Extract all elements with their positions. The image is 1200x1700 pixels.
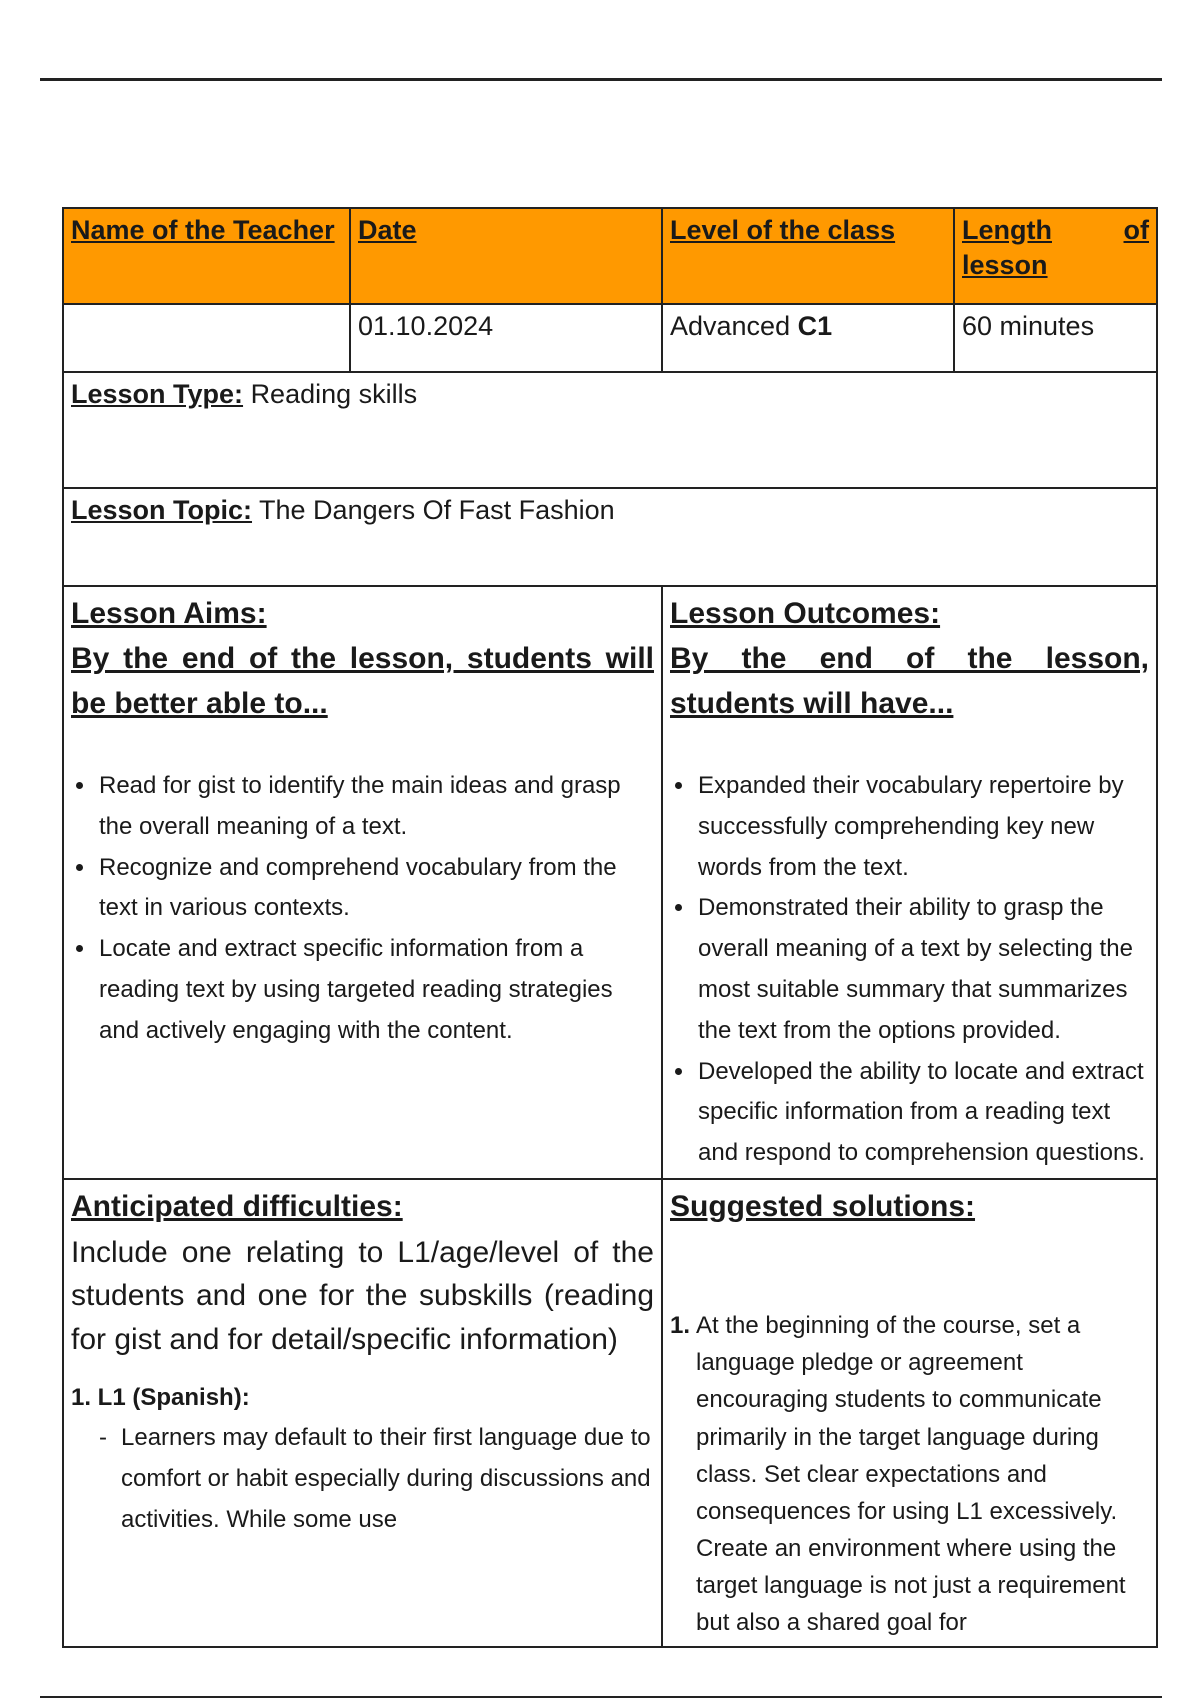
list-item: • Recognize and comprehend vocabulary from the text in various contexts. [97, 848, 654, 930]
list-item: • Read for gist to identify the main ideas and grasp the overall meaning of a text. [97, 766, 654, 848]
lesson-topic-cell: Lesson Topic: The Dangers Of Fast Fashion [63, 488, 1157, 586]
list-item: • Locate and extract specific information from a reading text by using targeted reading strategies and actively engaging with the content. [97, 929, 654, 1051]
aims-title: Lesson Aims: [71, 597, 267, 630]
teacher-header: Name of the Teacher [63, 208, 350, 304]
solution-item: 1. At the beginning of the course, set a language pledge or agreement encouraging students to communicate primarily in the target language during class. Set clear expectations and consequences for using L1 excessively. Create an environment where using the target language is not just a requirement but also a shared goal for [670, 1307, 1149, 1642]
lesson-type-row [63, 372, 1157, 488]
aims-lead: By the end of the lesson, students will be better able to... [71, 642, 654, 720]
outcomes-title: Lesson Outcomes: [670, 597, 941, 630]
lesson-topic-row [63, 488, 1157, 586]
list-item: • Expanded their vocabulary repertoire by successfully comprehending key new words from the text. [696, 766, 1149, 888]
lesson-topic-value: The Dangers Of Fast Fashion [259, 495, 615, 525]
solutions-cell [662, 1179, 1157, 1647]
solutions-title: Suggested solutions: [670, 1189, 976, 1223]
lesson-type-value: Reading skills [250, 379, 418, 409]
outcomes-list [670, 766, 1149, 1174]
outcomes-lead: By the end of the lesson, students will have... [670, 642, 1149, 720]
length-header: Length of lesson [954, 208, 1157, 304]
list-item: • Demonstrated their ability to grasp the overall meaning of a text by selecting the most suitable summary that summarizes the text from the options provided. [696, 888, 1149, 1051]
difficulties-subhead: 1. L1 (Spanish): [71, 1384, 250, 1412]
length-value: 60 minutes [954, 304, 1157, 372]
difficulties-list [71, 1418, 654, 1540]
level-header: Level of the class [662, 208, 954, 304]
lesson-plan-table [62, 207, 1158, 1648]
aims-cell [63, 586, 662, 1179]
values-row [63, 304, 1157, 372]
list-item: • Developed the ability to locate and extract specific information from a reading text and respond to comprehension questions. [696, 1052, 1149, 1174]
aims-list [71, 766, 654, 1052]
level-value: Advanced C1 [662, 304, 954, 372]
top-rule [40, 78, 1162, 81]
list-item: - Learners may default to their first language due to comfort or habit especially during discussions and activities. While some use [121, 1418, 654, 1540]
difficulties-solutions-row [63, 1179, 1157, 1647]
header-row [63, 208, 1157, 304]
difficulties-title: Anticipated difficulties: [71, 1189, 403, 1223]
date-value: 01.10.2024 [350, 304, 662, 372]
date-header: Date [350, 208, 662, 304]
teacher-value [63, 304, 350, 372]
aims-outcomes-row [63, 586, 1157, 1179]
difficulties-intro: Include one relating to L1/age/level of the students and one for the subskills (reading for gist and for detail/specific information) [71, 1235, 654, 1356]
solution-text: At the beginning of the course, set a language pledge or agreement encouraging students to communicate primarily in the target language during class. Set clear expectations and consequences for using L1 excessively. Create an environment where using the target language is not just a requirement but also a shared goal for [696, 1311, 1126, 1637]
difficulties-cell [63, 1179, 662, 1647]
outcomes-cell [662, 586, 1157, 1179]
bottom-rule [40, 1696, 1162, 1698]
lesson-type-cell: Lesson Type: Reading skills [63, 372, 1157, 488]
